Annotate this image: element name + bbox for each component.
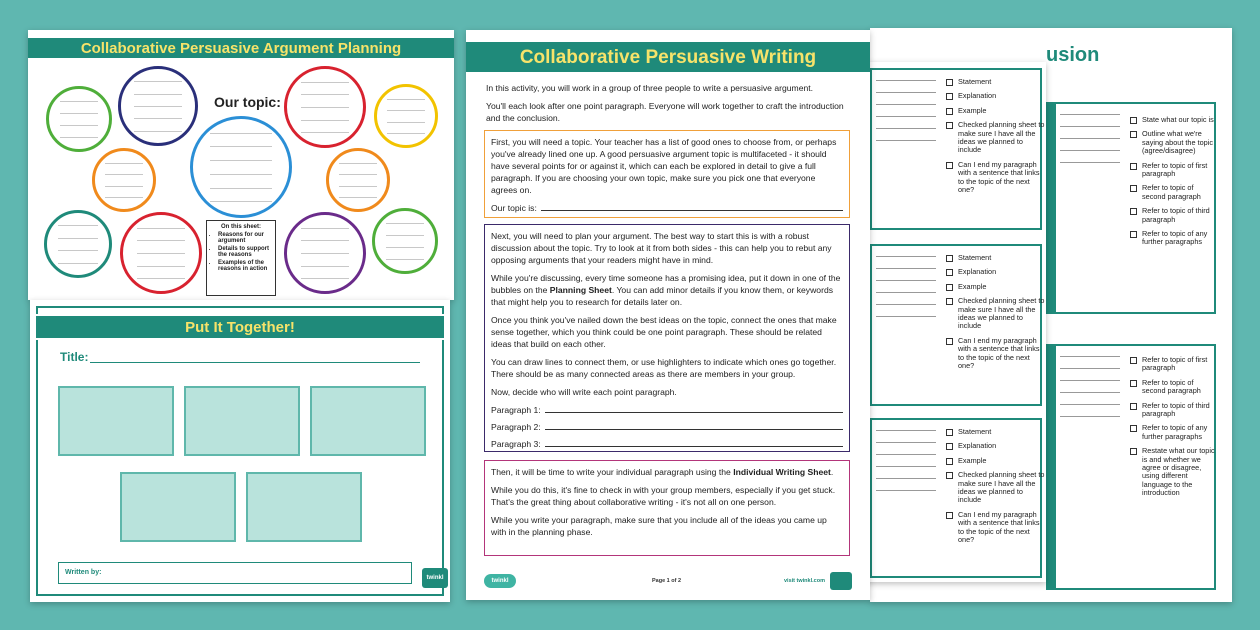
checkbox[interactable] — [946, 512, 953, 519]
planning-text: Now, decide who will write each point paragraph. — [491, 387, 677, 397]
paragraph-field-line[interactable] — [545, 412, 843, 413]
checklist-item[interactable]: Explanation — [946, 268, 1046, 276]
bubble-line — [339, 163, 376, 164]
checklist-item[interactable]: Refer to topic of second paragraph — [1130, 184, 1218, 201]
writing-lines — [876, 80, 936, 152]
checkbox[interactable] — [1130, 357, 1137, 364]
bubble-line — [301, 82, 350, 83]
bubble-line — [387, 133, 424, 134]
introduction-checklist-card — [1046, 102, 1216, 314]
topic-field-line[interactable] — [541, 210, 843, 211]
topic-field[interactable] — [491, 202, 843, 214]
writing-text: Then, it will be time to write your individual paragraph using the Individual Writing Sheet. — [491, 467, 834, 477]
bubble-line — [134, 81, 181, 82]
checklist-item[interactable]: Restate what our topic is and whether we agree or disagree, using different language to the introduction — [1130, 447, 1218, 497]
paragraph-box[interactable] — [310, 386, 426, 456]
checkbox[interactable] — [946, 122, 953, 129]
bubble-line — [339, 174, 376, 175]
bubble-line — [386, 247, 424, 248]
idea-bubble[interactable] — [190, 116, 292, 218]
note-list — [210, 232, 272, 272]
bubble-line — [387, 110, 424, 111]
bubble-line — [301, 228, 350, 229]
title-field[interactable] — [90, 362, 420, 363]
bubble-line — [105, 186, 142, 187]
idea-bubble[interactable] — [44, 210, 112, 278]
paragraph-field-line[interactable] — [545, 446, 843, 447]
checkbox[interactable] — [1130, 163, 1137, 170]
writing-lines — [1060, 114, 1120, 174]
note-item: • Reasons for our argument — [218, 232, 272, 244]
bubble-line — [301, 94, 350, 95]
paragraph-1-field[interactable] — [491, 404, 843, 416]
bubble-line — [301, 132, 350, 133]
checklist-item[interactable]: Example — [946, 283, 1046, 291]
planning-panel — [484, 224, 850, 452]
brand-badge-icon — [830, 572, 852, 590]
idea-bubble[interactable] — [284, 212, 366, 294]
checklist-item[interactable]: Explanation — [946, 442, 1046, 450]
bubble-line — [134, 106, 181, 107]
checklist-item[interactable]: Checked planning sheet to make sure I have all the ideas we planned to include — [946, 471, 1046, 505]
checklist-item[interactable]: Refer to topic of third paragraph — [1130, 207, 1218, 224]
bubble-line — [58, 238, 98, 239]
bubble-line — [58, 225, 98, 226]
idea-bubble[interactable] — [118, 66, 198, 146]
bubble-line — [210, 160, 271, 161]
worksheet-footer — [466, 572, 870, 592]
checkbox[interactable] — [946, 162, 953, 169]
bubble-line — [137, 278, 186, 279]
checklist-item[interactable]: Can I end my paragraph with a sentence that links to the topic of the next one? — [946, 161, 1046, 195]
paragraph-field-label: Paragraph 3: — [491, 439, 541, 449]
checklist-item[interactable]: Statement — [946, 254, 1046, 262]
planning-text: While you're discussing, every time someone has a promising idea, put it down in one of the bubbles on the Planning Sheet. You can add minor details if you know them, or keywords that might help you to research for details later on. — [491, 273, 841, 307]
checkbox[interactable] — [946, 269, 953, 276]
checkbox[interactable] — [1130, 208, 1137, 215]
bubble-line — [210, 201, 271, 202]
planning-text: Once you think you've nailed down the best ideas on the topic, connect the ones that make sense together, which you think could be one point paragraph. These should be related ideas that build on each other. — [491, 315, 837, 349]
bubble-line — [58, 263, 98, 264]
checklist-item[interactable]: Outline what we're saying about the topic (agree/disagree) — [1130, 130, 1218, 155]
checkbox[interactable] — [946, 93, 953, 100]
checklist-item[interactable]: Refer to topic of first paragraph — [1130, 162, 1218, 179]
paragraph-checklist — [946, 78, 1046, 200]
bubble-line — [339, 186, 376, 187]
topic-panel — [484, 130, 850, 218]
bubble-line — [134, 131, 181, 132]
bubble-line — [134, 118, 181, 119]
paragraph-3-field[interactable] — [491, 438, 843, 450]
checkbox[interactable] — [1130, 185, 1137, 192]
writing-text: While you write your paragraph, make sure that you include all of the ideas you came up with in the planning phase. — [491, 515, 827, 537]
written-by-label: Written by: — [65, 569, 102, 576]
sheet-note-box — [206, 220, 276, 296]
checkbox[interactable] — [946, 338, 953, 345]
main-worksheet-banner: Collaborative Persuasive Writing — [466, 40, 870, 74]
checkbox[interactable] — [1130, 131, 1137, 138]
twinkl-logo: twinkl — [422, 568, 448, 588]
page-number: Page 1 of 2 — [652, 578, 682, 584]
intro-text — [486, 82, 850, 130]
checkbox[interactable] — [1130, 117, 1137, 124]
writing-panel — [484, 460, 850, 556]
paragraph-checklist-sheet — [860, 62, 1046, 582]
topic-label: Our topic: — [214, 94, 281, 110]
checkbox[interactable] — [946, 443, 953, 450]
writing-lines — [876, 256, 936, 328]
paragraph-box[interactable] — [120, 472, 236, 542]
bubble-line — [301, 120, 350, 121]
checklist-item[interactable]: Refer to topic of third paragraph — [1130, 402, 1218, 419]
note-heading: On this sheet: — [220, 224, 261, 230]
planning-text: Next, you will need to plan your argument. The best way to start this is with a robust discussion about the topic. Try to look at it from both sides - this can help you to rebut any opposing arguments that your readers might have in mind. — [491, 231, 832, 265]
topic-field-label: Our topic is: — [491, 203, 537, 213]
checkbox[interactable] — [1130, 380, 1137, 387]
planning-text: You can draw lines to connect them, or use highlighters to indicate which ones go together. There should be as many connected areas as there are members in your group. — [491, 357, 837, 379]
paragraph-box[interactable] — [184, 386, 300, 456]
checklist-item[interactable]: Refer to topic of first paragraph — [1130, 356, 1218, 373]
checklist-item[interactable]: Checked planning sheet to make sure I have all the ideas we planned to include — [946, 297, 1046, 331]
bubble-line — [339, 197, 376, 198]
checkbox[interactable] — [946, 458, 953, 465]
checklist-item[interactable]: Example — [946, 457, 1046, 465]
bubble-line — [210, 174, 271, 175]
checklist-item[interactable]: Can I end my paragraph with a sentence that links to the topic of the next one? — [946, 511, 1046, 545]
bubble-line — [386, 235, 424, 236]
checkbox[interactable] — [1130, 231, 1137, 238]
checkbox[interactable] — [946, 255, 953, 262]
put-it-together-banner: Put It Together! — [36, 314, 444, 340]
paragraph-checklist-card — [862, 68, 1045, 230]
idea-bubble[interactable] — [46, 86, 112, 152]
bubble-line — [137, 228, 186, 229]
bubble-line — [387, 99, 424, 100]
writing-text: While you do this, it's fine to check in with your group members, especially if you get stuck. That's the great thing about collaborative writing - it's not all on one person. — [491, 485, 836, 507]
bubble-line — [134, 94, 181, 95]
checklist-item[interactable]: Example — [946, 107, 1046, 115]
paragraph-checklist-card — [862, 244, 1045, 406]
checkbox[interactable] — [946, 298, 953, 305]
idea-bubble[interactable] — [120, 212, 202, 294]
planning-sheet-banner: Collaborative Persuasive Argument Planning — [28, 36, 454, 60]
bubble-line — [210, 188, 271, 189]
writing-lines — [876, 430, 936, 502]
bubble-line — [301, 278, 350, 279]
bubble-line — [210, 133, 271, 134]
bubble-line — [60, 101, 98, 102]
checkbox[interactable] — [946, 284, 953, 291]
checkbox[interactable] — [1130, 403, 1137, 410]
bubble-line — [137, 253, 186, 254]
bubble-line — [137, 266, 186, 267]
checklist-item[interactable]: Statement — [946, 428, 1046, 436]
idea-bubble[interactable] — [284, 66, 366, 148]
checklist-item[interactable]: Explanation — [946, 92, 1046, 100]
writing-lines — [1060, 356, 1120, 428]
checkbox[interactable] — [1130, 448, 1137, 455]
paragraph-checklist — [946, 428, 1046, 550]
checklist-item[interactable]: State what our topic is — [1130, 116, 1218, 124]
bubble-line — [105, 174, 142, 175]
bubble-line — [301, 253, 350, 254]
conclusion-checklist-card — [1046, 344, 1216, 590]
checkbox[interactable] — [946, 429, 953, 436]
conclusion-checklist — [1130, 356, 1218, 504]
bubble-line — [210, 146, 271, 147]
paragraph-checklist — [946, 254, 1046, 376]
checkbox[interactable] — [946, 108, 953, 115]
checklist-item[interactable]: Refer to topic of second paragraph — [1130, 379, 1218, 396]
introduction-checklist — [1130, 116, 1218, 253]
paragraph-2-field[interactable] — [491, 421, 843, 433]
idea-bubble[interactable] — [374, 84, 438, 148]
intro-paragraph: In this activity, you will work in a group of three people to write a persuasive argument. — [486, 83, 814, 93]
paragraph-box[interactable] — [58, 386, 174, 456]
bubble-line — [387, 122, 424, 123]
idea-bubble[interactable] — [92, 148, 156, 212]
checklist-item[interactable]: Statement — [946, 78, 1046, 86]
site-link[interactable]: visit twinkl.com — [784, 578, 825, 584]
twinkl-logo: twinkl — [484, 574, 516, 588]
idea-bubble[interactable] — [326, 148, 390, 212]
planning-sheet — [28, 30, 454, 300]
checkbox[interactable] — [946, 79, 953, 86]
checklist-item[interactable]: Refer to topic of any further paragraphs — [1130, 424, 1218, 441]
bubble-line — [60, 137, 98, 138]
bubble-line — [105, 197, 142, 198]
checkbox[interactable] — [946, 472, 953, 479]
written-by-field[interactable] — [58, 562, 412, 584]
checkbox[interactable] — [1130, 425, 1137, 432]
topic-instructions: First, you will need a topic. Your teacher has a list of good ones to choose from, or perhaps you've already lined one up. A good persuasive argument topic is multifaceted - it should have several points for or against it, which can each be explored in detail to give a full paragraph. If you are choosing your own topic, make sure you pick one that everyone agrees on. — [491, 137, 837, 195]
paragraph-field-line[interactable] — [545, 429, 843, 430]
paragraph-field-label: Paragraph 2: — [491, 422, 541, 432]
bubble-line — [301, 240, 350, 241]
paragraph-checklist-card — [862, 418, 1045, 578]
checklist-item[interactable]: Checked planning sheet to make sure I have all the ideas we planned to include — [946, 121, 1046, 155]
paragraph-field-label: Paragraph 1: — [491, 405, 541, 415]
title-label: Title: — [60, 350, 89, 364]
main-worksheet — [466, 30, 870, 600]
bubble-line — [137, 240, 186, 241]
bubble-line — [386, 223, 424, 224]
bubble-line — [105, 163, 142, 164]
bubble-line — [60, 125, 98, 126]
conclusion-sheet-title: usion — [1046, 44, 1100, 66]
put-it-together-sheet — [30, 300, 450, 602]
note-item: • Examples of the reasons in action — [218, 260, 272, 272]
checklist-item[interactable]: Can I end my paragraph with a sentence that links to the topic of the next one? — [946, 337, 1046, 371]
note-item: • Details to support the reasons — [218, 246, 272, 258]
paragraph-box[interactable] — [246, 472, 362, 542]
bubble-line — [301, 107, 350, 108]
idea-bubble[interactable] — [372, 208, 438, 274]
bubble-line — [58, 250, 98, 251]
bubble-line — [301, 266, 350, 267]
bubble-line — [60, 113, 98, 114]
checklist-item[interactable]: Refer to topic of any further paragraphs — [1130, 230, 1218, 247]
bubble-line — [386, 259, 424, 260]
intro-paragraph: You'll each look after one point paragraph. Everyone will work together to craft the introduction and the conclusion. — [486, 101, 844, 123]
